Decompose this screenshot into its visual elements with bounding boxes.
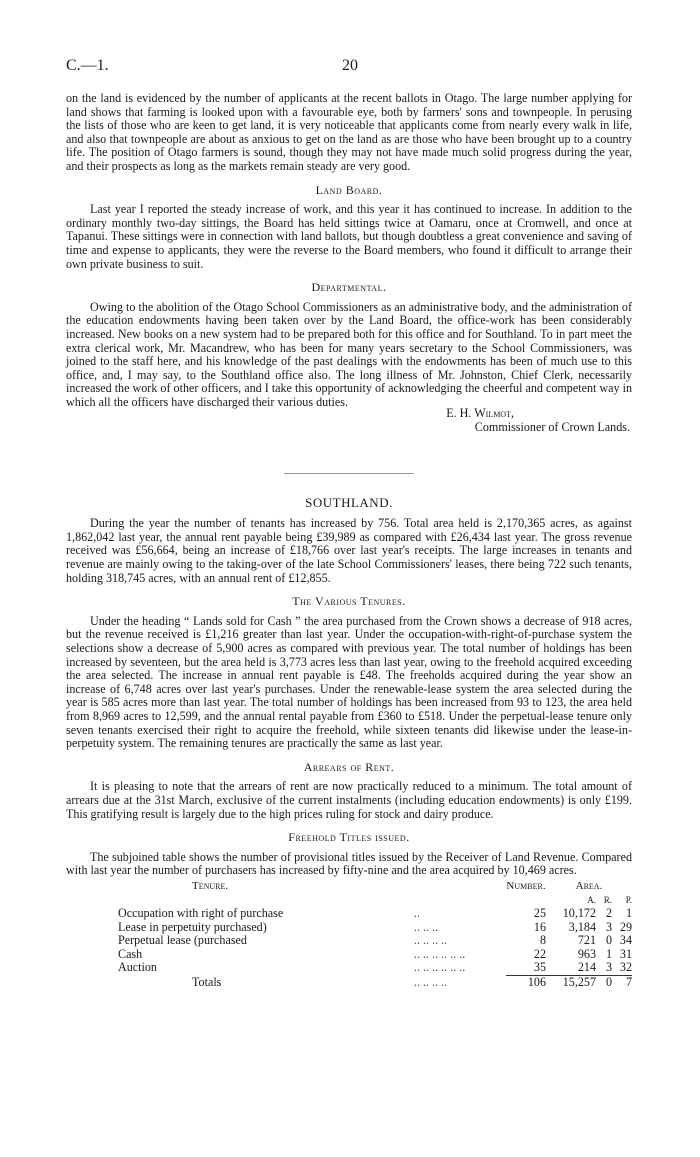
row-tenure: Cash	[118, 946, 143, 961]
signature-block	[66, 407, 632, 434]
row-perches: 31	[619, 946, 632, 961]
total-leader: .. .. .. ..	[413, 974, 448, 989]
row-number: 22	[533, 946, 546, 961]
row-perches: 1	[625, 906, 632, 921]
col-sub-acres: A.	[587, 894, 596, 905]
row-tenure: Lease in perpetuity purchased)	[118, 919, 267, 934]
col-header-area: Area.	[575, 879, 603, 892]
row-number: 8	[539, 933, 546, 948]
row-roods: 0	[605, 933, 612, 948]
col-sub-roods: R.	[603, 894, 612, 905]
total-number: 106	[506, 976, 546, 990]
row-perches: 34	[619, 933, 632, 948]
otago-paragraph: on the land is evidenced by the number of applicants at the recent ballots in Otago. The large number applying for land shows that farming is looked upon with a favourable eye, both by farmers' sons and townpeople. In perusing the lists of those who are keen to get land, it is very noticeable that applicants come from nearly every walk in life, and also that townpeople are about as anxious to get on the land as are those who have been brought up to a country life. The position of Otago farmers is sound, though they may not have made much solid progress during the year, and their prospects as long as the markets remain steady are very good.	[66, 91, 632, 173]
departmental-heading: Departmental.	[311, 280, 387, 295]
row-leader: .. .. .. .. .. ..	[413, 946, 466, 961]
row-acres: 10,172	[562, 906, 596, 921]
row-acres: 3,184	[568, 919, 596, 934]
col-header-tenure: Tenure.	[192, 879, 229, 892]
southland-intro-paragraph: During the year the number of tenants has increased by 756. Total area held is 2,170,365 acres, as against 1,862,042 last year, the annual rent payable being £39,989 as compared with £26,434 last year. The gross revenue received was £56,664, being an increase of £18,766 over last year's receipts. The large increases in tenants and revenue are mainly owing to the taking-over of the late School Commissioners' leases, there being 722 such tenants, holding 318,745 acres, with an annual rent of £12,855.	[66, 516, 632, 585]
row-tenure: Perpetual lease (purchased	[118, 933, 247, 948]
row-leader: .. .. ..	[413, 919, 439, 934]
col-sub-perches: P.	[625, 894, 632, 905]
page-number: 20	[342, 57, 358, 74]
table-row	[118, 934, 632, 948]
total-label: Totals	[192, 974, 222, 989]
table-total-row	[118, 976, 632, 990]
table-row	[118, 921, 632, 935]
row-leader: .. .. .. .. .. ..	[413, 960, 466, 975]
col-header-number: Number.	[506, 879, 546, 892]
row-acres: 963	[577, 946, 596, 961]
freehold-paragraph: The subjoined table shows the number of provisional titles issued by the Receiver of Land Revenue. Compared with last year the number of purchasers has increased by fifty-nine and the area acquired by 10,469 acres.	[66, 849, 632, 878]
signature-name: E. H. Wilmot,	[446, 406, 514, 421]
arrears-paragraph: It is pleasing to note that the arrears of rent are now practically reduced to a minimum. The total amount of arrears due at the 31st March, exclusive of the current instalments (including education endowments) is only £199. This gratifying result is largely due to the high prices ruling for stock and dairy produce.	[66, 779, 632, 821]
row-tenure: Occupation with right of purchase	[118, 906, 284, 921]
arrears-heading: Arrears of Rent.	[303, 759, 395, 774]
land-board-paragraph: Last year I reported the steady increase of work, and this year it has continued to increase. In addition to the ordinary monthly two-day sittings, the Board has held sittings twice at Oamaru, once at Cromwell, and once at Tapanui. These sittings were in connection with land ballots, but though doubtless a great convenience and saving of time and expense to applicants, they were the reverse to the Board members, who found it difficult to arrange their own private business to suit.	[66, 202, 632, 271]
page-body	[66, 92, 632, 990]
row-number: 16	[533, 919, 546, 934]
row-roods: 3	[605, 960, 612, 975]
row-perches: 29	[619, 919, 632, 934]
section-divider	[284, 473, 414, 474]
tenures-paragraph: Under the heading “ Lands sold for Cash ” the area purchased from the Crown shows a decrease of 918 acres, but the revenue received is £1,216 greater than last year. Under the occupation-with-right-of-purchase system the selections show a decrease of 5,900 acres as compared with previous year. The total number of holdings has been increased by seventeen, but the area held is 3,773 acres less than last year, owing to the freehold acquired exceeding the area selected. The increase in annual rent payable is £48. The freeholds acquired during the year show an increase of 6,748 acres over last year's purchases. Under the renewable-lease system the area selected during the year is 585 acres more than last year. The total number of holdings has been increased from 93 to 123, the area held from 8,969 acres to 12,599, and the annual rental payable from £360 to £518. Under the perpetual-lease tenure only seven tenants exercised their right to acquire the freehold, while sixteen tenants did likewise under the lease-in-perpetuity system. The remaining tenures are practically the same as last year.	[66, 613, 632, 751]
table-row	[118, 961, 632, 975]
table-row	[118, 907, 632, 921]
row-leader: ..	[413, 906, 420, 921]
row-roods: 3	[605, 919, 612, 934]
signature-title: Commissioner of Crown Lands.	[474, 420, 630, 435]
total-acres: 15,257	[546, 976, 596, 990]
tenures-heading: The Various Tenures.	[292, 594, 406, 609]
table-header-row	[118, 880, 632, 894]
row-tenure: Auction	[118, 960, 157, 975]
row-leader: .. .. .. ..	[413, 933, 448, 948]
table-row	[118, 948, 632, 962]
land-board-heading: Land Board.	[315, 182, 383, 197]
total-perches: 7	[612, 976, 632, 990]
row-roods: 2	[605, 906, 612, 921]
row-acres: 214	[577, 960, 596, 975]
row-perches: 32	[619, 960, 632, 975]
row-number: 25	[533, 906, 546, 921]
row-roods: 1	[605, 946, 612, 961]
southland-heading: SOUTHLAND.	[305, 494, 393, 510]
total-roods: 0	[596, 976, 612, 990]
departmental-paragraph: Owing to the abolition of the Otago School Commissioners as an administrative body, and the administration of the education endowments having been taken over by the Land Board, the office-work has been considerably increased. New books on a new system had to be prepared both for this office and for Southland. To in part meet the extra clerical work, Mr. Macandrew, who has been for many years secretary to the School Commissioners, was joined to the staff here, and his knowledge of the past dealings with the endowments has been of much use to this office, and, I may say, to the Southland office also. The long illness of Mr. Johnston, Chief Clerk, necessarily increased the work of other officers, and I take this opportunity of acknowledging the cheerful and competent way in which all the officers have discharged their various duties.	[66, 299, 632, 409]
freehold-titles-table	[118, 880, 632, 990]
doc-reference: C.—1.	[66, 57, 109, 74]
table-subheader-row	[118, 894, 632, 908]
row-acres: 721	[577, 933, 596, 948]
row-number: 35	[533, 960, 546, 975]
page-header	[66, 57, 634, 81]
freehold-heading: Freehold Titles issued.	[288, 830, 410, 845]
